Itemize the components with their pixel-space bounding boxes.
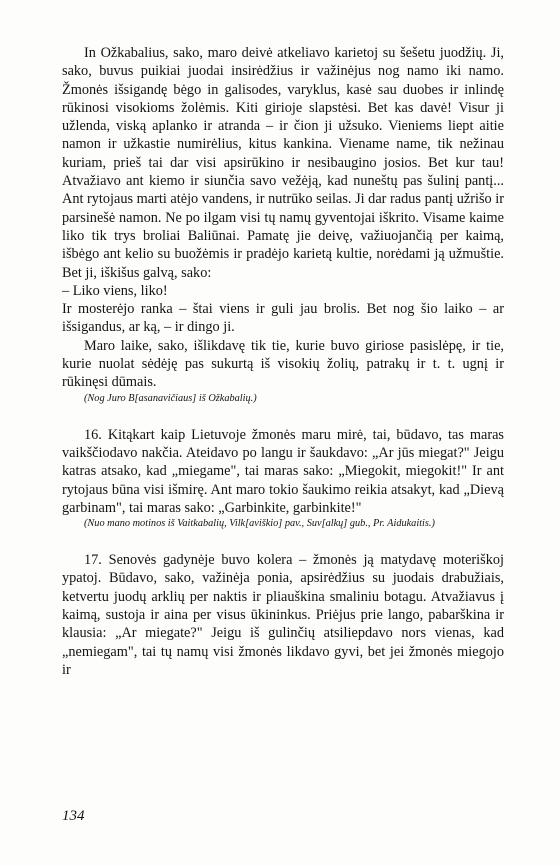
tale-16-paragraph: 16. Kitąkart kaip Lietuvoje žmonės maru mirė, tai, būdavo, tas maras vaikščiodavo nakčia. Ateidavo po langu ir šaukdavo: „Ar jūs miegat?" Jeigu katras atsako, kad „miegame", tai maras sako: „Miegokit, miegokit!" Ir ant rytojaus būna visi išmirę. Ant maro tokio šaukimo reikia atsakyt, kad „Dievą garbinam", tai maras sako: „Garbinkite, garbinkite!" <box>62 426 504 516</box>
section-gap <box>62 406 504 426</box>
tale-15-paragraph-1: In Ožkabalius, sako, maro deivė atkeliavo karietoj su šešetu juodžių. Ji, sako, buvus puikiai juodai insirėdžius ir važinėjus nog namo iki namo. Žmonės išsigandę bėgo in galisodes, varyklus, kasė sau duobes ir inlindę rūkinosi visokioms žolėmis. Kiti girioje slapstėsi. Bet kas davė! Visur ji užlenda, viską aplanko ir atranda – ir čion ji užsuko. Vieniems liept aitie namon ir užkastie numirėlius, kitus kankina. Viename name, tik nežinau kuriam, prieš tai dar visi apsirūkino ir nesibaugino josios. Bet kur tau! Atvažiavo ant kiemo ir siunčia savo vežėją, kad nuneštų pas šulinį pantį... Ant rytojaus marti atėjo vandens, ir nutrūko seilas. Ji dar radus pantį užrišo ir parsinešė namon. Ne po ilgam visi tų namų gyventojai iškrito. Visame kaime liko tik trys broliai Baliūnai. Pamatę jie deivę, važiuojančią per kaimą, išbėgo ant kelio su buožėmis ir pradėjo karietą kultie, norėdami ją užmuštie. Bet ji, iškišus galvą, sako: <box>62 45 504 281</box>
tale-16-source: (Nuo mano motinos iš Vaitkabalių, Vilk[aviškio] pav., Suv[alkų] gub., Pr. Aidukaitis.) <box>84 518 435 530</box>
tale-15-source: (Nog Juro B[asanavičiaus] iš Ožkabalių.) <box>84 392 257 404</box>
text-block <box>62 44 504 679</box>
page-number: 134 <box>62 808 85 824</box>
tale-15-paragraph-2: Ir mosterėjo ranka – štai viens ir guli jau brolis. Bet nog šio laiko – ar išsigandus, ar ką, – ir dingo ji. <box>62 301 504 336</box>
tale-15-paragraph-3: Maro laike, sako, išlikdavę tik tie, kurie buvo giriose pasislėpę, ir tie, kurie nuolat sėdėję pas sukurtą iš visokių žolių, patrakų ir t. t. ugnį ir rūkinęsi dūmais. <box>62 337 504 391</box>
section-gap <box>62 531 504 551</box>
tale-17-paragraph: 17. Senovės gadynėje buvo kolera – žmonės ją matydavę moteriškoj ypatoj. Būdavo, sako, važinėja ponia, apsirėdžius su juodais drabužiais, ketvertu juodų arklių per naktis ir pliauškina smaliniu botagu. Atvažiavus į kaimą, sustoja ir aina per visus ūkininkus. Priėjus prie lango, pabarškina ir klausia: „Ar miegate?" Jeigu iš gulinčių atsiliepdavo nors vienas, kad „nemiegam", tai tų namų visi žmonės likdavo gyvi, bet jei žmonės miegojo ir <box>62 552 504 678</box>
tale-15-dialogue: – Liko viens, liko! <box>62 282 168 299</box>
